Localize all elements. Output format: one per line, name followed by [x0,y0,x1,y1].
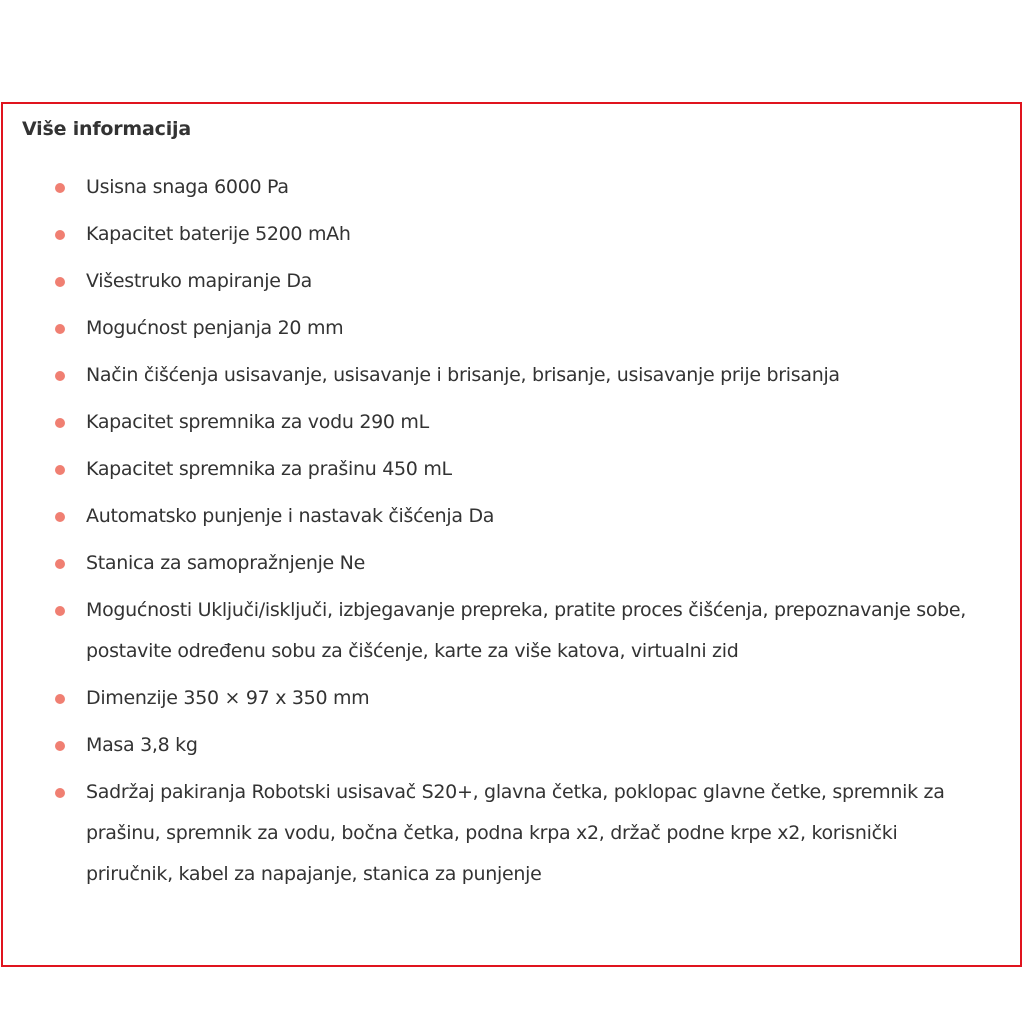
list-item [3,590,1020,672]
spec-text: Sadržaj pakiranja Robotski usisavač S20+, glavna četka, poklopac glavne četke, spremnik za prašinu, spremnik za vodu, bočna četka, podna krpa x2, držač podne krpe x2, korisnički priručnik, kabel za napajanje, stanica za punjenje [86,781,945,885]
spec-text: Masa 3,8 kg [86,734,198,756]
bullet-icon [55,230,65,240]
list-item [3,772,1020,895]
bullet-icon [55,788,65,798]
more-info-panel [1,102,1022,967]
list-item [3,449,1020,490]
bullet-icon [55,741,65,751]
list-item [3,261,1020,302]
spec-text: Mogućnost penjanja 20 mm [86,317,344,339]
bullet-icon [55,694,65,704]
spec-text: Stanica za samopražnjenje Ne [86,552,365,574]
list-item [3,214,1020,255]
bullet-icon [55,183,65,193]
spec-text: Višestruko mapiranje Da [86,270,313,292]
list-item [3,355,1020,396]
bullet-icon [55,606,65,616]
bullet-icon [55,418,65,428]
list-item [3,308,1020,349]
bullet-icon [55,512,65,522]
spec-text: Kapacitet baterije 5200 mAh [86,223,351,245]
spec-list [3,167,1020,901]
list-item [3,678,1020,719]
spec-text: Način čišćenja usisavanje, usisavanje i brisanje, brisanje, usisavanje prije brisanja [86,364,840,386]
spec-text: Kapacitet spremnika za prašinu 450 mL [86,458,452,480]
list-item [3,402,1020,443]
list-item [3,543,1020,584]
spec-text: Kapacitet spremnika za vodu 290 mL [86,411,429,433]
bullet-icon [55,465,65,475]
bullet-icon [55,559,65,569]
list-item [3,496,1020,537]
bullet-icon [55,324,65,334]
spec-text: Usisna snaga 6000 Pa [86,176,289,198]
section-title: Više informacija [22,118,191,140]
spec-text: Mogućnosti Uključi/isključi, izbjegavanje prepreka, pratite proces čišćenja, prepoznavanje sobe, postavite određenu sobu za čišćenje, karte za više katova, virtualni zid [86,599,967,662]
bullet-icon [55,371,65,381]
spec-text: Automatsko punjenje i nastavak čišćenja Da [86,505,495,527]
list-item [3,725,1020,766]
bullet-icon [55,277,65,287]
spec-text: Dimenzije 350 × 97 x 350 mm [86,687,370,709]
list-item [3,167,1020,208]
